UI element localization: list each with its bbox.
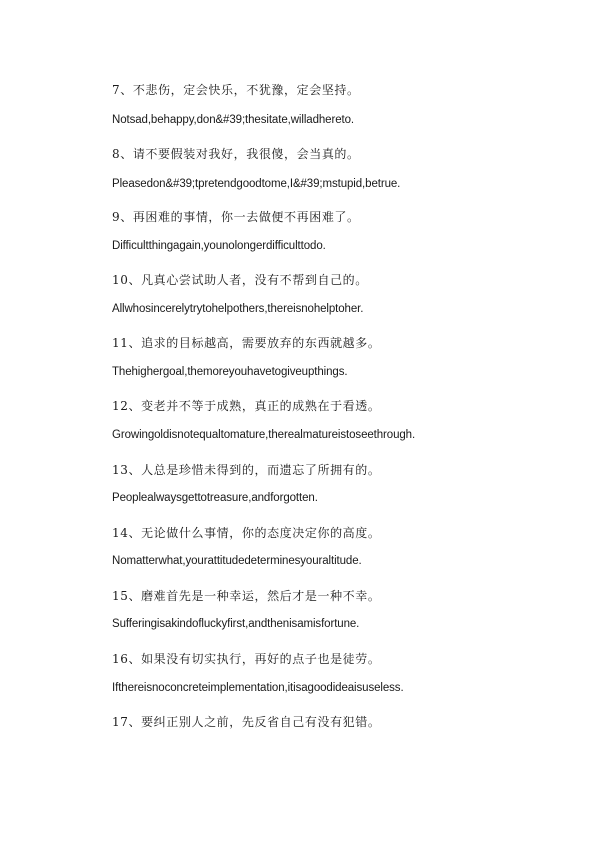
- quote-10-chinese: 10、凡真心尝试助人者，没有不帮到自己的。: [112, 273, 368, 287]
- quote-16-chinese: 16、如果没有切实执行，再好的点子也是徒劳。: [112, 652, 381, 666]
- quote-7-chinese: 7、不悲伤，定会快乐，不犹豫，定会坚持。: [112, 83, 360, 97]
- quote-9-english: Difficultthingagain,younolongerdifficulttodo.: [112, 240, 326, 252]
- quote-9-chinese: 9、再困难的事情，你一去做便不再困难了。: [112, 210, 360, 224]
- quote-16-english: Ifthereisnoconcreteimplementation,itisagoodideaisuseless.: [112, 682, 404, 694]
- quote-10-english: Allwhosincerelytrytohelpothers,thereisnohelptoher.: [112, 303, 364, 315]
- quote-14-chinese: 14、无论做什么事情，你的态度决定你的高度。: [112, 526, 381, 540]
- quote-11-english: Thehighergoal,themoreyouhavetogiveupthings.: [112, 366, 348, 378]
- quote-7-english: Notsad,behappy,don&#39;thesitate,willadhereto.: [112, 114, 354, 126]
- quote-13-chinese: 13、人总是珍惜未得到的，而遗忘了所拥有的。: [112, 463, 381, 477]
- quote-8-chinese: 8、请不要假装对我好，我很傻，会当真的。: [112, 147, 360, 161]
- quote-15-english: Sufferingisakindofluckyfirst,andthenisamisfortune.: [112, 618, 360, 630]
- quote-13-english: Peoplealwaysgettotreasure,andforgotten.: [112, 492, 318, 504]
- quote-12-chinese: 12、变老并不等于成熟，真正的成熟在于看透。: [112, 399, 381, 413]
- quote-12-english: Growingoldisnotequaltomature,therealmatureistoseethrough.: [112, 429, 416, 441]
- quote-14-english: Nomatterwhat,yourattitudedeterminesyouraltitude.: [112, 555, 362, 567]
- quote-15-chinese: 15、磨难首先是一种幸运，然后才是一种不幸。: [112, 589, 381, 603]
- quote-17-chinese: 17、要纠正别人之前，先反省自己有没有犯错。: [112, 715, 381, 729]
- quote-11-chinese: 11、追求的目标越高，需要放弃的东西就越多。: [112, 336, 381, 350]
- quote-8-english: Pleasedon&#39;tpretendgoodtome,I&#39;mstupid,betrue.: [112, 178, 401, 190]
